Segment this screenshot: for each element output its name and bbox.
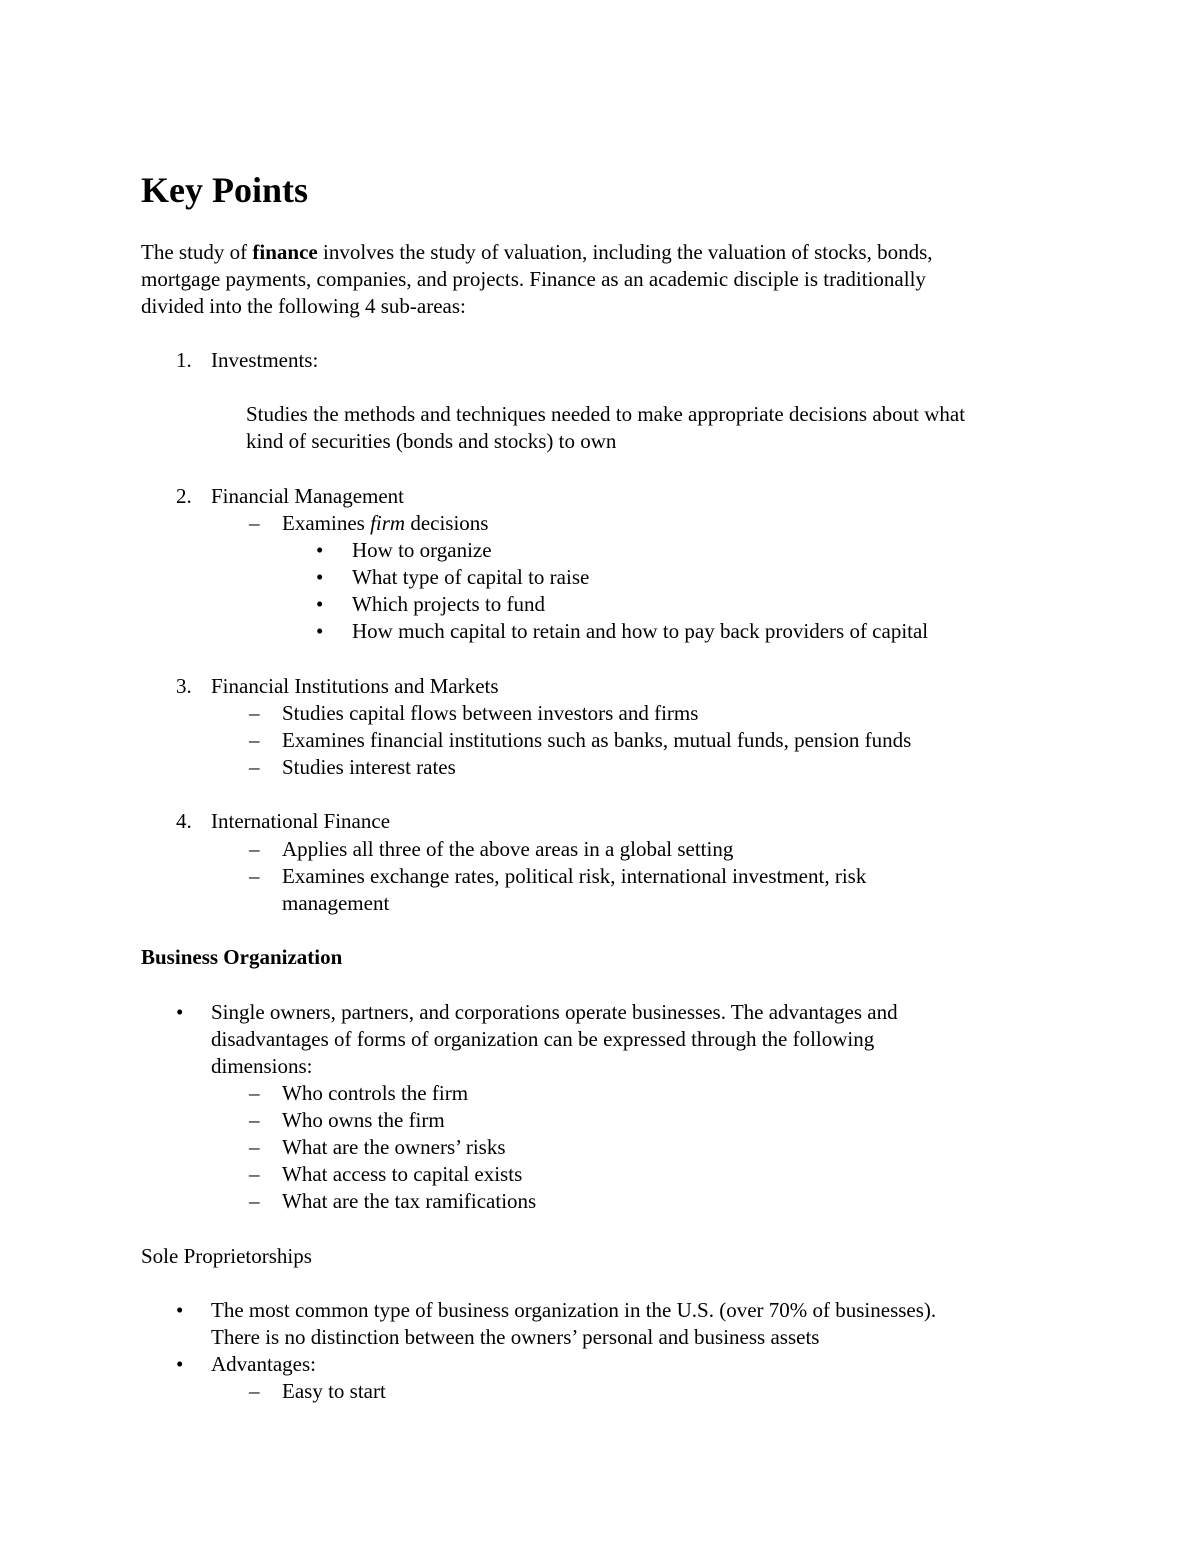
bullet-marker: • [316,619,324,643]
dash-marker: – [249,864,260,888]
bullet-marker: • [316,538,324,562]
intro-line-3: divided into the following 4 sub-areas: [141,294,466,318]
bo-dimension-item: Who controls the firm [282,1081,469,1105]
intro-line-1 [141,239,933,266]
dash-marker: – [249,1108,260,1132]
bo-bullet-line: Single owners, partners, and corporations operate businesses. The advantages and [211,1000,898,1024]
fm-bullet-item: How to organize [352,538,492,562]
area-number: 2. [176,484,192,508]
if-sub-item: Examines exchange rates, political risk, international investment, risk [282,864,867,888]
dash-marker: – [249,1162,260,1186]
area-label-investments: Investments: [211,348,319,372]
bullet-marker: • [176,1000,184,1024]
area-number: 4. [176,809,192,833]
if-sub-item: Applies all three of the above areas in a global setting [282,837,734,861]
section-heading-business-organization: Business Organization [141,945,343,969]
bullet-marker: • [176,1298,184,1322]
bo-dimension-item: What are the owners’ risks [282,1135,506,1159]
bullet-marker: • [316,592,324,616]
bullet-marker: • [176,1352,184,1376]
dash-marker: – [249,755,260,779]
fim-sub-item: Studies capital flows between investors and firms [282,701,699,725]
fm-sub-italic: firm [370,511,406,535]
bo-bullet-line: dimensions: [211,1054,313,1078]
investments-desc-line-2: kind of securities (bonds and stocks) to own [246,429,617,453]
sole-advantage-item: Easy to start [282,1379,386,1403]
dash-marker: – [249,1081,260,1105]
fm-sub-item [282,510,488,537]
fm-bullet-item: How much capital to retain and how to pay back providers of capital [352,619,929,643]
bo-dimension-item: Who owns the firm [282,1108,445,1132]
bo-dimension-item: What access to capital exists [282,1162,523,1186]
fm-bullet-item: Which projects to fund [352,592,546,616]
dash-marker: – [249,837,260,861]
if-sub-item-continuation: management [282,891,390,915]
area-label-financial-management: Financial Management [211,484,405,508]
bo-dimension-item: What are the tax ramifications [282,1189,537,1213]
investments-desc-line-1: Studies the methods and techniques needed to make appropriate decisions about what [246,402,966,426]
dash-marker: – [249,1189,260,1213]
fm-bullet-item: What type of capital to raise [352,565,590,589]
dash-marker: – [249,728,260,752]
sole-bullet-line: There is no distinction between the owners’ personal and business assets [211,1325,820,1349]
intro-bold-term: finance [252,240,318,264]
section-heading-sole-proprietorships: Sole Proprietorships [141,1244,312,1268]
bo-bullet-line: disadvantages of forms of organization can be expressed through the following [211,1027,875,1051]
fm-sub-post: decisions [405,511,489,535]
bullet-marker: • [316,565,324,589]
sole-bullet-line: The most common type of business organization in the U.S. (over 70% of businesses). [211,1298,937,1322]
area-label-international-finance: International Finance [211,809,391,833]
area-label-institutions-markets: Financial Institutions and Markets [211,674,499,698]
dash-marker: – [249,511,260,535]
fim-sub-item: Studies interest rates [282,755,456,779]
intro-post: involves the study of valuation, including the valuation of stocks, bonds, [317,240,933,264]
fm-sub-pre: Examines [282,511,371,535]
dash-marker: – [249,1379,260,1403]
intro-line-2: mortgage payments, companies, and projects. Finance as an academic disciple is traditionally [141,267,926,291]
fim-sub-item: Examines financial institutions such as banks, mutual funds, pension funds [282,728,912,752]
intro-pre: The study of [141,240,253,264]
dash-marker: – [249,1135,260,1159]
dash-marker: – [249,701,260,725]
sole-advantages-label: Advantages: [211,1352,316,1376]
area-number: 3. [176,674,192,698]
page-title: Key Points [141,170,308,210]
area-number: 1. [176,348,192,372]
